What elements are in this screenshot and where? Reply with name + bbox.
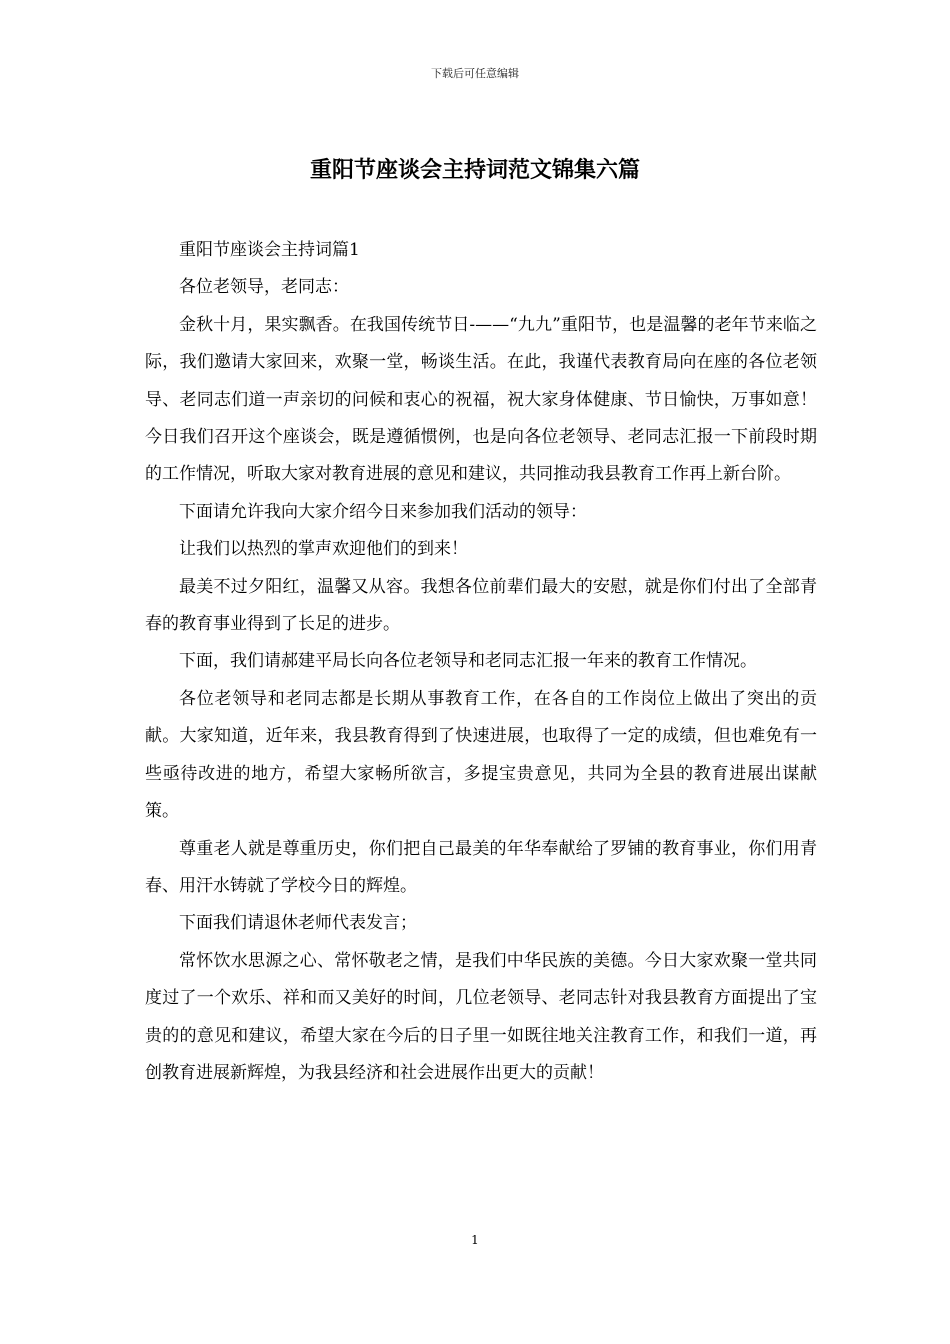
paragraph: 各位老领导和老同志都是长期从事教育工作，在各自的工作岗位上做出了突出的贡献。大家知道，近年来，我县教育得到了快速进展，也取得了一定的成绩，但也难免有一些亟待改进的地方，希望大家畅所欲言，多提宝贵意见，共同为全县的教育进展出谋献策。 xyxy=(145,688,817,822)
section-heading: 重阳节座谈会主持词篇1 xyxy=(179,240,360,260)
paragraph: 尊重老人就是尊重历史，你们把自己最美的年华奉献给了罗铺的教育事业，你们用青春、用汗水铸就了学校今日的辉煌。 xyxy=(145,838,817,896)
paragraph: 下面，我们请郝建平局长向各位老领导和老同志汇报一年来的教育工作情况。 xyxy=(179,651,757,672)
paragraph: 金秋十月，果实飘香。在我国传统节日-——“九九”重阳节，也是温馨的老年节来临之际，我们邀请大家回来，欢聚一堂，畅谈生活。在此，我谨代表教育局向在座的各位老领导、老同志们道一声亲切的问候和衷心的祝福，祝大家身体健康、节日愉快，万事如意！今日我们召开这个座谈会，既是遵循惯例，也是向各位老领导、老同志汇报一下前段时期的工作情况，听取大家对教育进展的意见和建议，共同推动我县教育工作再上新台阶。 xyxy=(145,314,817,485)
header-note: 下载后可任意编辑 xyxy=(431,67,519,80)
paragraph: 最美不过夕阳红，温馨又从容。我想各位前辈们最大的安慰，就是你们付出了全部青春的教育事业得到了长足的进步。 xyxy=(145,576,817,635)
page-number: 1 xyxy=(471,1233,479,1247)
document-title: 重阳节座谈会主持词范文锦集六篇 xyxy=(309,157,640,183)
paragraph: 下面请允许我向大家介绍今日来参加我们活动的领导： xyxy=(179,501,587,522)
paragraph: 常怀饮水思源之心、常怀敬老之情，是我们中华民族的美德。今日大家欢聚一堂共同度过了一个欢乐、祥和而又美好的时间，几位老领导、老同志针对我县教育方面提出了宝贵的的意见和建议，希望大家在今后的日子里一如既往地关注教育工作，和我们一道，再创教育进展新辉煌，为我县经济和社会进展作出更大的贡献！ xyxy=(145,950,817,1083)
salutation: 各位老领导，老同志： xyxy=(179,277,349,298)
paragraph: 下面我们请退休老师代表发言； xyxy=(179,913,417,934)
paragraph: 让我们以热烈的掌声欢迎他们的到来！ xyxy=(179,539,468,560)
document-body xyxy=(145,232,817,1092)
